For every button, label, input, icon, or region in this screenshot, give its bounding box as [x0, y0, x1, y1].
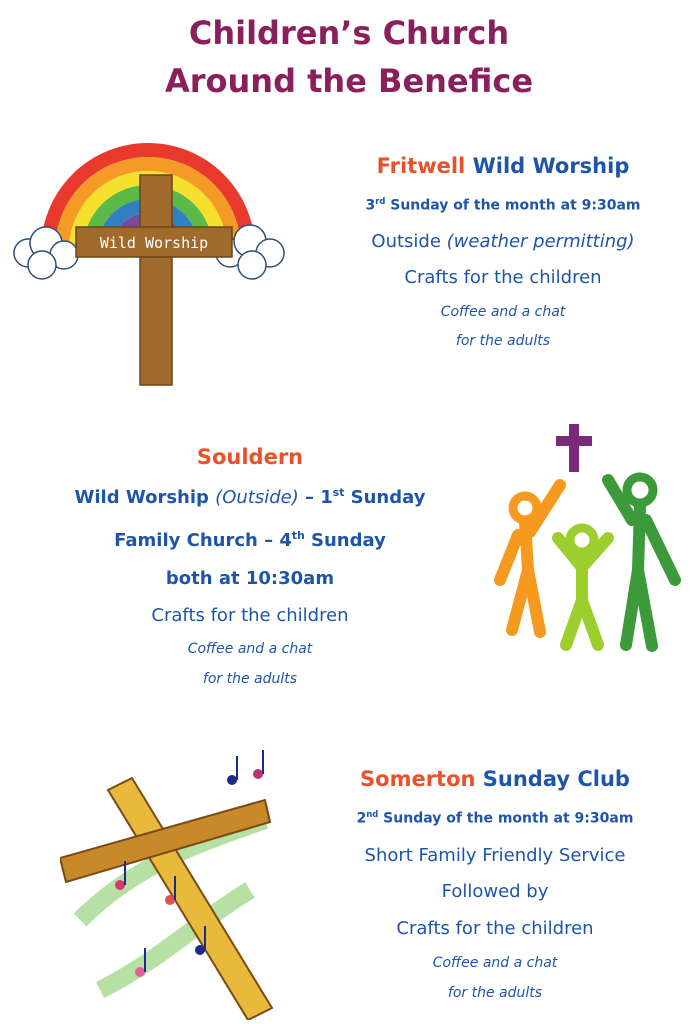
- fritwell-coffee1: Coffee and a chat: [440, 303, 566, 320]
- sched-num: 3: [365, 197, 376, 214]
- somerton-heading: [300, 763, 690, 795]
- l1a: Wild Worship: [74, 487, 216, 508]
- l2b: Sunday: [304, 530, 386, 551]
- page-title: Children’s Church: [188, 14, 510, 52]
- sched-rest: Sunday of the month at 9:30am: [390, 197, 641, 214]
- fritwell-place: Fritwell: [376, 154, 466, 178]
- souldern-coffee2: for the adults: [202, 671, 298, 687]
- cross-vertical: [140, 175, 172, 385]
- souldern-section: [20, 440, 480, 694]
- souldern-coffee1: Coffee and a chat: [187, 641, 313, 657]
- l1b: (Outside): [215, 487, 299, 508]
- somerton-coffee1: Coffee and a chat: [432, 954, 558, 971]
- outside-note: (weather permitting): [446, 230, 635, 252]
- fritwell-crafts: Crafts for the children: [404, 266, 602, 288]
- l2sup: th: [291, 529, 305, 542]
- souldern-time: both at 10:30am: [165, 568, 335, 589]
- somerton-crafts: Crafts for the children: [396, 917, 594, 939]
- fritwell-heading: [318, 150, 688, 182]
- somerton-followed: Followed by: [441, 880, 549, 902]
- sched-sup: nd: [366, 809, 379, 819]
- fritwell-outside: [318, 225, 688, 259]
- outside-text: Outside: [371, 230, 441, 252]
- music-cross-illustration: [60, 750, 275, 1020]
- souldern-line1: [20, 474, 480, 517]
- somerton-service: Short Family Friendly Service: [364, 844, 626, 866]
- page-subtitle: Around the Benefice: [164, 62, 534, 100]
- l2a: Family Church – 4: [114, 530, 292, 551]
- fritwell-section: [318, 150, 688, 355]
- l1c: – 1: [298, 487, 333, 508]
- souldern-crafts: Crafts for the children: [151, 605, 349, 626]
- sign-text: Wild Worship: [99, 234, 209, 252]
- worship-figures-illustration: [490, 420, 690, 660]
- fritwell-name: Wild Worship: [472, 154, 630, 178]
- sched-num: 2: [356, 810, 367, 827]
- sched-sup: rd: [375, 196, 386, 206]
- fritwell-coffee2: for the adults: [455, 332, 551, 349]
- somerton-section: [300, 763, 690, 1008]
- fritwell-schedule: [318, 182, 688, 225]
- l1d: Sunday: [344, 487, 426, 508]
- somerton-name: Sunday Club: [482, 767, 630, 791]
- l1sup: st: [332, 486, 345, 499]
- souldern-line2: [20, 517, 480, 560]
- rainbow-cross-illustration: [8, 125, 288, 390]
- souldern-place: Souldern: [196, 445, 304, 469]
- somerton-coffee2: for the adults: [447, 984, 543, 1001]
- sched-rest: Sunday of the month at 9:30am: [383, 810, 634, 827]
- somerton-schedule: [300, 795, 690, 838]
- somerton-place: Somerton: [360, 767, 476, 791]
